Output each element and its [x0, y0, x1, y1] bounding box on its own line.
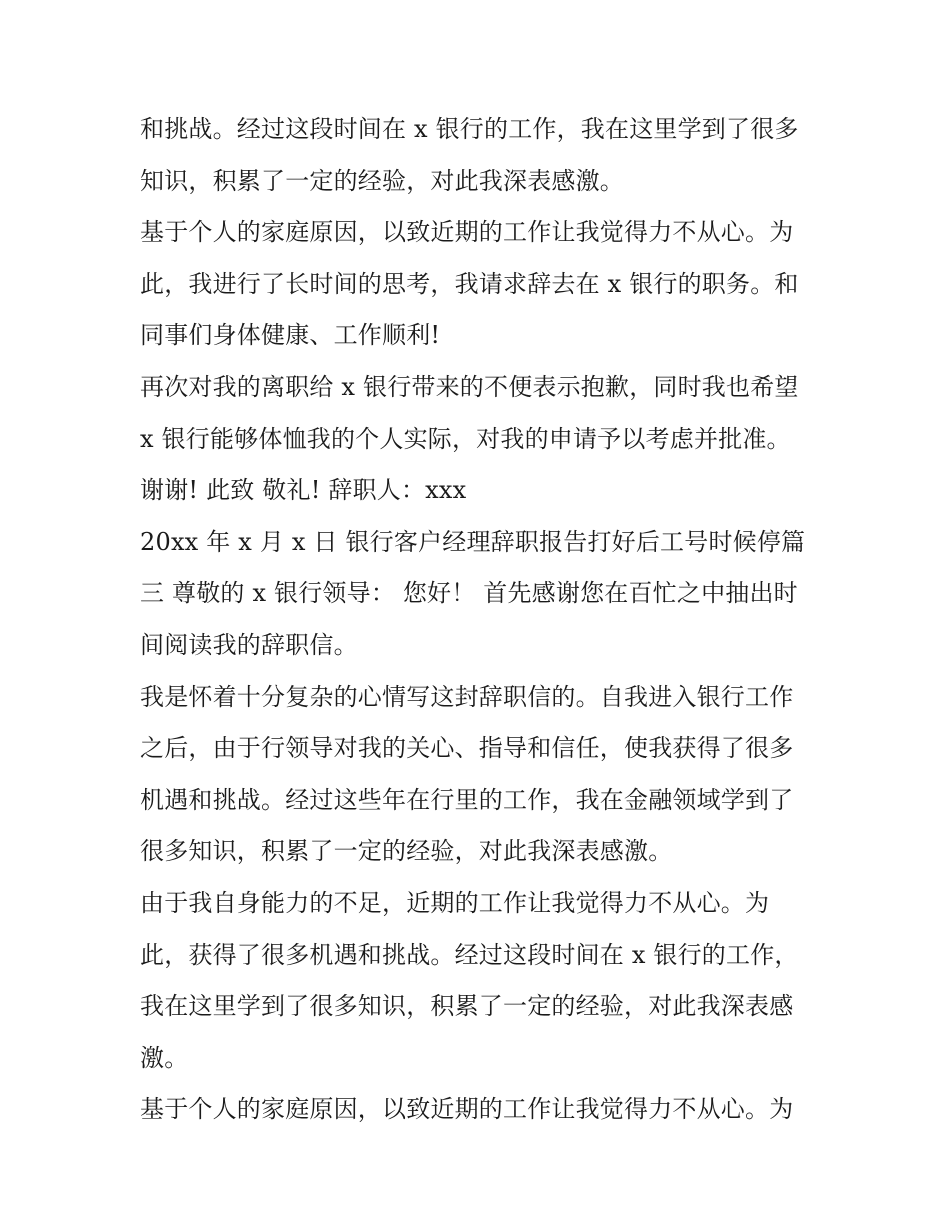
text-line: 由于我自身能力的不足，近期的工作让我觉得力不从心。为 [140, 888, 770, 917]
text-line: 再次对我的离职给 x 银行带来的不便表示抱歉，同时我也希望 [140, 372, 799, 401]
text-line: 此，获得了很多机遇和挑战。经过这段时间在 x 银行的工作， [140, 940, 799, 969]
text-line: 20xx 年 x 月 x 日 银行客户经理辞职报告打好后工号时候停篇 [140, 527, 806, 556]
text-line: 此，我进行了长时间的思考，我请求辞去在 x 银行的职务。和 [140, 269, 799, 298]
text-line: 我是怀着十分复杂的心情写这封辞职信的。自我进入银行工作 [140, 682, 794, 711]
text-line: 很多知识，积累了一定的经验，对此我深表感激。 [140, 837, 673, 866]
text-line: 机遇和挑战。经过这些年在行里的工作，我在金融领域学到了 [140, 785, 794, 814]
text-line: 我在这里学到了很多知识，积累了一定的经验，对此我深表感 [140, 992, 794, 1021]
text-line: 基于个人的家庭原因，以致近期的工作让我觉得力不从心。为 [140, 218, 794, 247]
text-line: x 银行能够体恤我的个人实际，对我的申请予以考虑并批准。 [140, 424, 791, 453]
document-body [140, 104, 820, 1136]
text-line: 间阅读我的辞职信。 [140, 630, 358, 659]
text-line: 三 尊敬的 x 银行领导： 您好！ 首先感谢您在百忙之中抽出时 [140, 579, 798, 608]
text-line: 同事们身体健康、工作顺利! [140, 321, 441, 350]
text-line: 激。 [140, 1043, 189, 1072]
text-line: 和挑战。经过这段时间在 x 银行的工作，我在这里学到了很多 [140, 115, 799, 143]
text-line: 谢谢! 此致 敬礼! 辞职人：xxx [140, 476, 467, 505]
text-line: 知识，积累了一定的经验，对此我深表感激。 [140, 166, 624, 195]
text-line: 基于个人的家庭原因，以致近期的工作让我觉得力不从心。为 [140, 1095, 794, 1124]
text-line: 之后，由于行领导对我的关心、指导和信任，使我获得了很多 [140, 734, 794, 763]
